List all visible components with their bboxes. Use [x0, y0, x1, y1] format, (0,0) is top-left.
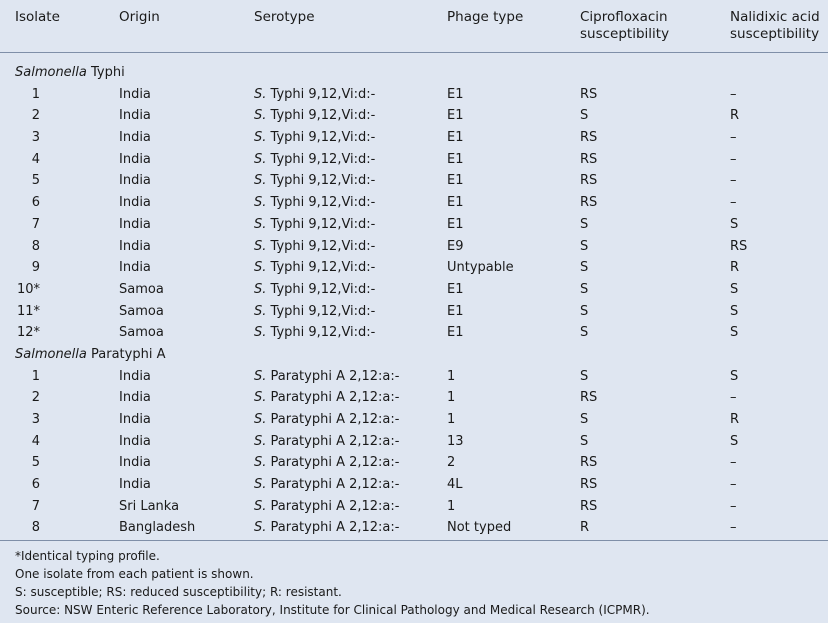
header-nalidixic-line1: Nalidixic acid	[730, 9, 820, 25]
serotype-genus-abbrev: S.	[254, 238, 267, 254]
cell-ciprofloxacin: S	[580, 325, 589, 341]
cell-origin: Samoa	[119, 281, 164, 297]
serotype-formula: Typhi 9,12,Vi:d:-	[266, 281, 376, 297]
table-row	[0, 257, 828, 279]
serotype-formula: Paratyphi A 2,12:a:-	[266, 412, 400, 427]
cell-nalidixic-acid: –	[730, 173, 737, 189]
cell-origin: India	[119, 86, 151, 102]
cell-serotype	[254, 236, 375, 258]
cell-phage-type: E1	[447, 325, 464, 341]
table-row	[0, 452, 828, 474]
cell-phage-type: 13	[447, 433, 464, 449]
cell-origin: Bangladesh	[119, 520, 196, 536]
cell-phage-type: E1	[447, 108, 464, 124]
table-row	[0, 192, 828, 214]
cell-origin: India	[119, 195, 151, 211]
cell-origin: India	[119, 173, 151, 189]
table-row	[0, 431, 828, 453]
cell-origin: India	[119, 151, 151, 167]
cell-isolate: 9	[31, 260, 40, 276]
table-row	[0, 84, 828, 106]
serotype-formula: Typhi 9,12,Vi:d:-	[266, 151, 376, 167]
cell-ciprofloxacin: RS	[580, 130, 598, 146]
section-paratyphi-species: Paratyphi A	[86, 346, 166, 362]
table-row	[0, 236, 828, 258]
section-heading-typhi	[0, 62, 828, 84]
cell-phage-type: E1	[447, 281, 464, 297]
cell-serotype	[254, 387, 399, 409]
header-origin: Origin	[119, 9, 160, 25]
cell-isolate: 8	[31, 238, 40, 254]
cell-phage-type: Not typed	[447, 520, 512, 536]
table-row	[0, 127, 828, 149]
section-typhi-species: Typhi	[86, 65, 125, 80]
table-row	[0, 409, 828, 431]
paratyphi-rows	[0, 366, 828, 540]
cell-origin: Sri Lanka	[119, 498, 180, 514]
cell-ciprofloxacin: RS	[580, 390, 598, 406]
cell-nalidixic-acid: –	[730, 195, 737, 211]
cell-isolate: 6	[31, 195, 40, 211]
serotype-genus-abbrev: S.	[254, 216, 267, 232]
cell-isolate: 8	[31, 520, 40, 536]
cell-nalidixic-acid: R	[730, 412, 740, 427]
cell-serotype	[254, 192, 375, 214]
cell-isolate: 3	[31, 412, 40, 427]
table-header	[0, 0, 828, 53]
cell-serotype	[254, 517, 399, 539]
cell-origin: India	[119, 412, 151, 427]
footnote-one-isolate: One isolate from each patient is shown.	[15, 567, 254, 581]
cell-ciprofloxacin: S	[580, 303, 589, 319]
cell-phage-type: E1	[447, 130, 464, 146]
cell-phage-type: 1	[447, 498, 456, 514]
serotype-genus-abbrev: S.	[254, 173, 267, 189]
cell-nalidixic-acid: S	[730, 433, 739, 449]
cell-origin: India	[119, 260, 151, 276]
cell-nalidixic-acid: –	[730, 86, 737, 102]
serotype-genus-abbrev: S.	[254, 195, 267, 211]
cell-ciprofloxacin: R	[580, 520, 590, 536]
serotype-formula: Paratyphi A 2,12:a:-	[266, 390, 400, 406]
serotype-formula: Typhi 9,12,Vi:d:-	[266, 216, 376, 232]
table-row	[0, 301, 828, 323]
table-row	[0, 279, 828, 301]
cell-nalidixic-acid: –	[730, 520, 737, 536]
table-footnotes	[0, 540, 828, 623]
serotype-formula: Paratyphi A 2,12:a:-	[266, 477, 400, 493]
cell-isolate: 5	[31, 173, 40, 189]
cell-isolate: 12*	[16, 325, 40, 341]
serotype-genus-abbrev: S.	[254, 151, 267, 167]
serotype-formula: Typhi 9,12,Vi:d:-	[266, 325, 376, 341]
cell-ciprofloxacin: S	[580, 368, 589, 384]
table-row	[0, 387, 828, 409]
table-row	[0, 496, 828, 518]
cell-serotype	[254, 301, 375, 323]
section-heading-paratyphi	[0, 344, 828, 366]
typhi-rows	[0, 84, 828, 344]
cell-phage-type: 4L	[447, 477, 463, 493]
table-row	[0, 322, 828, 344]
footnote-source: Source: NSW Enteric Reference Laboratory, Institute for Clinical Pathology and Medical Research (ICPMR).	[15, 603, 650, 617]
serotype-formula: Typhi 9,12,Vi:d:-	[266, 195, 376, 211]
cell-phage-type: 1	[447, 368, 456, 384]
cell-serotype	[254, 431, 399, 453]
cell-origin: India	[119, 108, 151, 124]
cell-ciprofloxacin: RS	[580, 195, 598, 211]
cell-isolate: 7	[31, 498, 40, 514]
cell-phage-type: E1	[447, 216, 464, 232]
cell-nalidixic-acid: S	[730, 325, 739, 341]
cell-phage-type: E9	[447, 238, 464, 254]
table-row	[0, 474, 828, 496]
cell-nalidixic-acid: S	[730, 303, 739, 319]
cell-isolate: 1	[31, 368, 40, 384]
serotype-genus-abbrev: S.	[254, 498, 267, 514]
cell-ciprofloxacin: S	[580, 238, 589, 254]
header-nalidixic-acid	[730, 9, 820, 43]
cell-nalidixic-acid: S	[730, 281, 739, 297]
cell-serotype	[254, 214, 375, 236]
cell-nalidixic-acid: –	[730, 477, 737, 493]
cell-phage-type: E1	[447, 86, 464, 102]
cell-nalidixic-acid: –	[730, 130, 737, 146]
serotype-formula: Typhi 9,12,Vi:d:-	[266, 173, 376, 189]
cell-ciprofloxacin: RS	[580, 151, 598, 167]
cell-ciprofloxacin: RS	[580, 173, 598, 189]
cell-ciprofloxacin: RS	[580, 455, 598, 471]
header-serotype: Serotype	[254, 9, 315, 25]
cell-phage-type: E1	[447, 195, 464, 211]
cell-isolate: 4	[31, 151, 40, 167]
table-row	[0, 214, 828, 236]
cell-ciprofloxacin: S	[580, 412, 589, 427]
cell-serotype	[254, 149, 375, 171]
serotype-formula: Paratyphi A 2,12:a:-	[266, 368, 400, 384]
table-row	[0, 170, 828, 192]
serotype-genus-abbrev: S.	[254, 108, 267, 124]
serotype-formula: Paratyphi A 2,12:a:-	[266, 455, 400, 471]
cell-nalidixic-acid: R	[730, 108, 740, 124]
table-row	[0, 366, 828, 388]
cell-phage-type: E1	[447, 303, 464, 319]
serotype-formula: Typhi 9,12,Vi:d:-	[266, 86, 376, 102]
cell-serotype	[254, 474, 399, 496]
cell-serotype	[254, 279, 375, 301]
cell-serotype	[254, 409, 399, 431]
serotype-formula: Typhi 9,12,Vi:d:-	[266, 238, 376, 254]
serotype-genus-abbrev: S.	[254, 325, 267, 341]
cell-nalidixic-acid: S	[730, 216, 739, 232]
cell-nalidixic-acid: –	[730, 455, 737, 471]
header-nalidixic-line2: susceptibility	[730, 26, 820, 42]
cell-origin: India	[119, 433, 151, 449]
cell-ciprofloxacin: S	[580, 281, 589, 297]
cell-origin: India	[119, 368, 151, 384]
header-isolate: Isolate	[15, 9, 60, 25]
cell-ciprofloxacin: RS	[580, 498, 598, 514]
table-row	[0, 149, 828, 171]
cell-isolate: 2	[31, 108, 40, 124]
header-ciprofloxacin-line2: susceptibility	[580, 26, 670, 42]
serotype-formula: Paratyphi A 2,12:a:-	[266, 520, 400, 536]
header-ciprofloxacin-line1: Ciprofloxacin	[580, 9, 668, 25]
cell-origin: Samoa	[119, 303, 164, 319]
table-row	[0, 517, 828, 539]
section-typhi-genus: Salmonella	[15, 65, 87, 80]
serotype-formula: Typhi 9,12,Vi:d:-	[266, 260, 376, 276]
serotype-formula: Typhi 9,12,Vi:d:-	[266, 108, 376, 124]
cell-origin: India	[119, 216, 151, 232]
serotype-formula: Paratyphi A 2,12:a:-	[266, 433, 400, 449]
footnote-legend: S: susceptible; RS: reduced susceptibility; R: resistant.	[15, 585, 342, 599]
cell-phage-type: 2	[447, 455, 456, 471]
serotype-formula: Typhi 9,12,Vi:d:-	[266, 130, 376, 146]
serotype-genus-abbrev: S.	[254, 412, 267, 427]
cell-isolate: 3	[31, 130, 40, 146]
cell-ciprofloxacin: RS	[580, 86, 598, 102]
cell-serotype	[254, 452, 399, 474]
serotype-genus-abbrev: S.	[254, 130, 267, 146]
cell-isolate: 7	[31, 216, 40, 232]
serotype-genus-abbrev: S.	[254, 433, 267, 449]
serotype-genus-abbrev: S.	[254, 477, 267, 493]
header-phage-type: Phage type	[447, 9, 524, 25]
section-paratyphi-genus: Salmonella	[15, 346, 87, 362]
serotype-genus-abbrev: S.	[254, 303, 267, 319]
cell-ciprofloxacin: S	[580, 216, 589, 232]
cell-isolate: 11*	[16, 303, 40, 319]
cell-isolate: 10*	[16, 281, 40, 297]
cell-nalidixic-acid: –	[730, 390, 737, 406]
cell-phage-type: 1	[447, 412, 456, 427]
serotype-genus-abbrev: S.	[254, 281, 267, 297]
footnote-identical: *Identical typing profile.	[15, 549, 160, 563]
serotype-genus-abbrev: S.	[254, 86, 267, 102]
cell-isolate: 4	[31, 433, 40, 449]
cell-phage-type: E1	[447, 151, 464, 167]
cell-serotype	[254, 170, 375, 192]
serotype-formula: Typhi 9,12,Vi:d:-	[266, 303, 376, 319]
cell-phage-type: E1	[447, 173, 464, 189]
cell-nalidixic-acid: RS	[730, 238, 748, 254]
cell-ciprofloxacin: S	[580, 108, 589, 124]
cell-origin: Samoa	[119, 325, 164, 341]
header-ciprofloxacin	[580, 9, 669, 43]
cell-origin: India	[119, 477, 151, 493]
cell-origin: India	[119, 130, 151, 146]
cell-isolate: 5	[31, 455, 40, 471]
serotype-genus-abbrev: S.	[254, 390, 267, 406]
cell-serotype	[254, 496, 399, 518]
cell-nalidixic-acid: R	[730, 260, 740, 276]
table-row	[0, 105, 828, 127]
cell-nalidixic-acid: –	[730, 151, 737, 167]
serotype-genus-abbrev: S.	[254, 260, 267, 276]
cell-nalidixic-acid: S	[730, 368, 739, 384]
cell-serotype	[254, 84, 375, 106]
serotype-genus-abbrev: S.	[254, 520, 267, 536]
cell-nalidixic-acid: –	[730, 498, 737, 514]
cell-origin: India	[119, 390, 151, 406]
cell-serotype	[254, 366, 399, 388]
serotype-formula: Paratyphi A 2,12:a:-	[266, 498, 400, 514]
cell-serotype	[254, 257, 375, 279]
cell-ciprofloxacin: S	[580, 433, 589, 449]
table-body	[0, 62, 828, 539]
cell-isolate: 1	[31, 86, 40, 102]
cell-phage-type: Untypable	[447, 260, 514, 276]
cell-serotype	[254, 127, 375, 149]
cell-serotype	[254, 322, 375, 344]
cell-ciprofloxacin: RS	[580, 477, 598, 493]
serotype-genus-abbrev: S.	[254, 455, 267, 471]
cell-origin: India	[119, 455, 151, 471]
cell-isolate: 2	[31, 390, 40, 406]
cell-ciprofloxacin: S	[580, 260, 589, 276]
cell-serotype	[254, 105, 375, 127]
serotype-genus-abbrev: S.	[254, 368, 267, 384]
cell-phage-type: 1	[447, 390, 456, 406]
cell-isolate: 6	[31, 477, 40, 493]
cell-origin: India	[119, 238, 151, 254]
